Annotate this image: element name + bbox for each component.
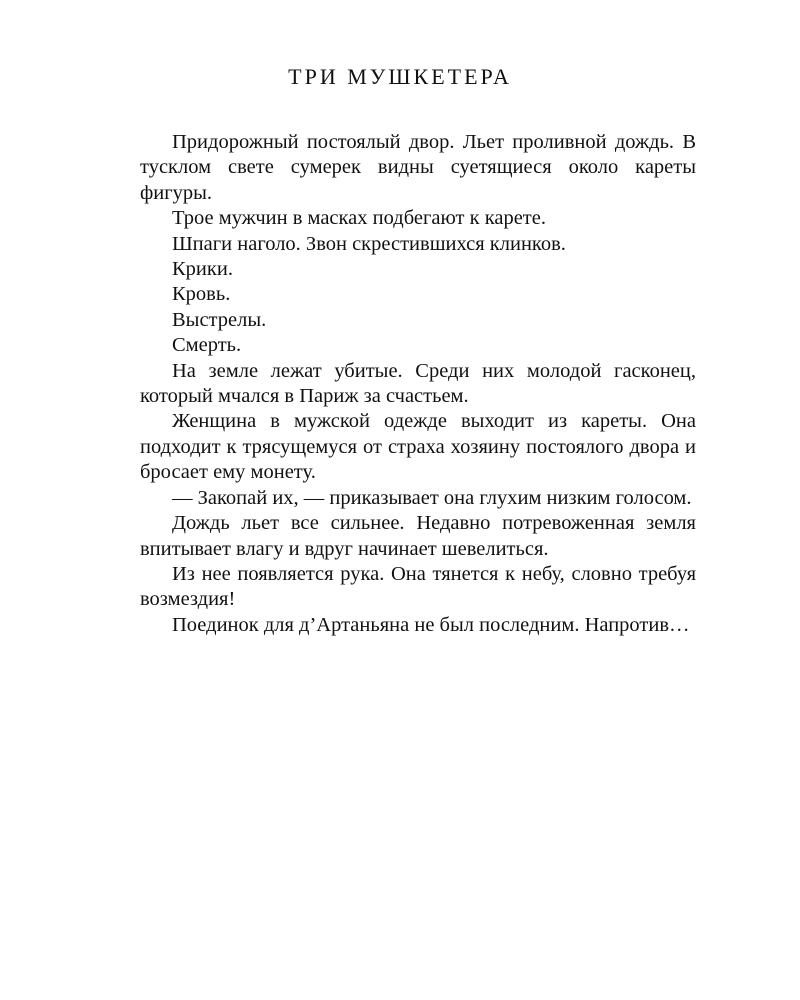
- paragraph-10: — Закопай их, — приказывает она глухим низким голосом.: [172, 486, 692, 509]
- body-text: [140, 130, 696, 638]
- paragraph-3: Шпаги наголо. Звон скрестившихся клинков.: [172, 232, 566, 255]
- paragraph-5: Кровь.: [172, 283, 231, 306]
- paragraph-7: Смерть.: [172, 334, 242, 357]
- running-header: ТРИ МУШКЕТЕРА: [288, 64, 512, 89]
- paragraph-11: Дождь льет все сильнее. Недавно потревоженная земля впитывает влагу и вдруг начинает шевелиться.: [140, 512, 696, 560]
- paragraph-1: Придорожный постоялый двор. Льет проливной дождь. В тусклом свете сумерек видны суетящиеся около кареты фигуры.: [140, 131, 696, 204]
- paragraph-6: Выстрелы.: [172, 308, 267, 331]
- paragraph-4: Крики.: [172, 258, 233, 281]
- paragraph-8: На земле лежат убитые. Среди них молодой гасконец, который мчался в Париж за счастьем.: [140, 359, 696, 408]
- paragraph-13: Поединок для д’Артаньяна не был последним. Напротив…: [172, 613, 690, 636]
- paragraph-12: Из нее появляется рука. Она тянется к небу, словно требуя возмездия!: [140, 562, 696, 611]
- paragraph-2: Трое мужчин в масках подбегают к карете.: [172, 207, 546, 230]
- paragraph-9: Женщина в мужской одежде выходит из кареты. Она подходит к трясущемуся от страха хозяину постоялого двора и бросает ему монету.: [140, 410, 696, 484]
